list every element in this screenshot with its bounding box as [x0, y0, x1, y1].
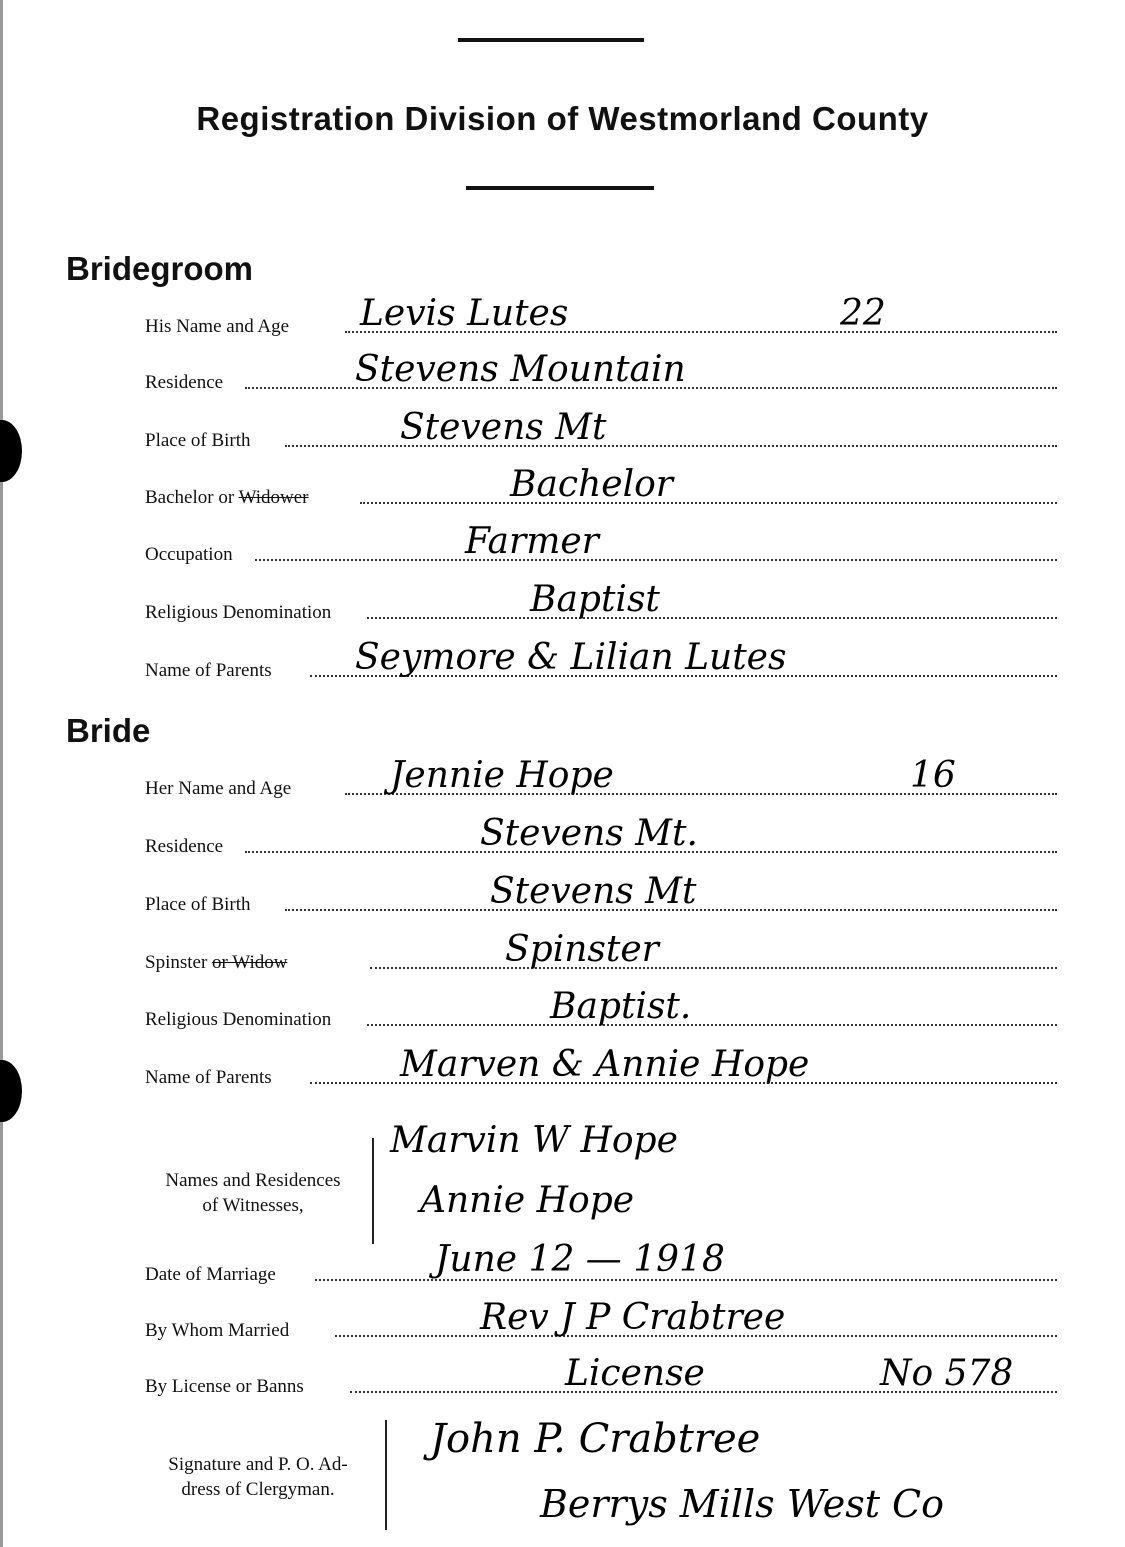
top-rule: [458, 38, 644, 42]
groom-status-row: [145, 464, 1057, 509]
officiant-row: [145, 1297, 1057, 1342]
officiant-value: Rev J P Crabtree: [480, 1297, 786, 1338]
dotted-line: [367, 617, 1057, 619]
bride-religion-value: Baptist.: [550, 986, 692, 1027]
widow-label-struck: or Widow: [212, 952, 288, 973]
clergy-signature-value: John P. Crabtree: [430, 1416, 761, 1462]
clergy-label-line2: dress of Clergyman.: [181, 1479, 335, 1500]
clergy-brace: [385, 1420, 397, 1530]
bride-name-value: Jennie Hope: [390, 755, 614, 796]
clergy-label-line1: Signature and P. O. Ad-: [168, 1454, 348, 1475]
bride-birthplace-value: Stevens Mt: [490, 871, 697, 912]
dotted-line: [370, 967, 1057, 969]
groom-status-label: [145, 487, 313, 509]
bride-residence-value: Stevens Mt.: [480, 813, 698, 854]
groom-residence-row: [145, 349, 1057, 394]
groom-parents-row: [145, 637, 1057, 682]
punch-hole: [0, 420, 22, 482]
groom-birthplace-row: [145, 407, 1057, 452]
bride-residence-label: Residence: [145, 836, 227, 858]
groom-parents-value: Seymore & Lilian Lutes: [355, 637, 787, 678]
bride-status-row: [145, 929, 1057, 974]
bride-age-value: 16: [910, 755, 956, 796]
officiant-label: By Whom Married: [145, 1320, 293, 1342]
bride-parents-label: Name of Parents: [145, 1067, 276, 1089]
clergy-label: [140, 1452, 376, 1502]
bridegroom-heading: Bridegroom: [66, 250, 254, 287]
groom-residence-label: Residence: [145, 372, 227, 394]
license-number-value: No 578: [880, 1353, 1014, 1394]
witnesses-label-line1: Names and Residences: [165, 1170, 341, 1191]
dotted-line: [255, 559, 1057, 561]
clergy-address-value: Berrys Mills West Co: [540, 1482, 944, 1526]
witnesses-label: [140, 1168, 366, 1218]
witness-one-value: Marvin W Hope: [390, 1120, 678, 1161]
groom-name-value: Levis Lutes: [360, 293, 569, 334]
bride-heading: Bride: [66, 712, 151, 749]
witnesses-brace: [372, 1138, 384, 1244]
witnesses-label-line2: of Witnesses,: [202, 1195, 304, 1216]
title-underline: [466, 186, 654, 190]
marriage-date-value: June 12 — 1918: [435, 1239, 725, 1280]
bride-parents-value: Marven & Annie Hope: [400, 1044, 810, 1085]
groom-status-value: Bachelor: [510, 464, 673, 505]
bride-religion-row: [145, 986, 1057, 1031]
license-label: By License or Banns: [145, 1376, 308, 1398]
bride-religion-label: Religious Denomination: [145, 1009, 335, 1031]
bride-birthplace-row: [145, 871, 1057, 916]
spinster-label: Spinster: [145, 952, 208, 973]
groom-religion-label: Religious Denomination: [145, 602, 335, 624]
groom-religion-value: Baptist: [530, 579, 660, 620]
groom-birthplace-value: Stevens Mt: [400, 407, 607, 448]
dotted-line: [360, 502, 1057, 504]
bride-status-value: Spinster: [505, 929, 659, 970]
punch-hole: [0, 1060, 22, 1122]
groom-occupation-value: Farmer: [465, 521, 599, 562]
groom-name-age-row: [145, 293, 1057, 338]
bride-name-age-label: Her Name and Age: [145, 778, 295, 800]
marriage-date-row: [145, 1239, 1057, 1286]
groom-age-value: 22: [840, 293, 886, 334]
license-row: [145, 1353, 1057, 1398]
marriage-date-label: Date of Marriage: [145, 1264, 280, 1286]
form-title: Registration Division of Westmorland County: [196, 100, 929, 137]
bride-name-age-row: [145, 755, 1057, 800]
bride-status-label: [145, 952, 291, 974]
widower-label-struck: Widower: [238, 487, 309, 508]
groom-occupation-row: [145, 521, 1057, 566]
dotted-line: [367, 1024, 1057, 1026]
groom-residence-value: Stevens Mountain: [355, 349, 686, 390]
groom-name-age-label: His Name and Age: [145, 316, 293, 338]
bachelor-label: Bachelor or: [145, 487, 235, 508]
bride-parents-row: [145, 1044, 1057, 1089]
bride-residence-row: [145, 813, 1057, 858]
bride-birthplace-label: Place of Birth: [145, 894, 255, 916]
groom-parents-label: Name of Parents: [145, 660, 276, 682]
groom-occupation-label: Occupation: [145, 544, 237, 566]
page-edge: [0, 0, 3, 1547]
witness-two-value: Annie Hope: [420, 1180, 635, 1221]
groom-birthplace-label: Place of Birth: [145, 430, 255, 452]
license-value: License: [565, 1353, 705, 1394]
groom-religion-row: [145, 579, 1057, 624]
